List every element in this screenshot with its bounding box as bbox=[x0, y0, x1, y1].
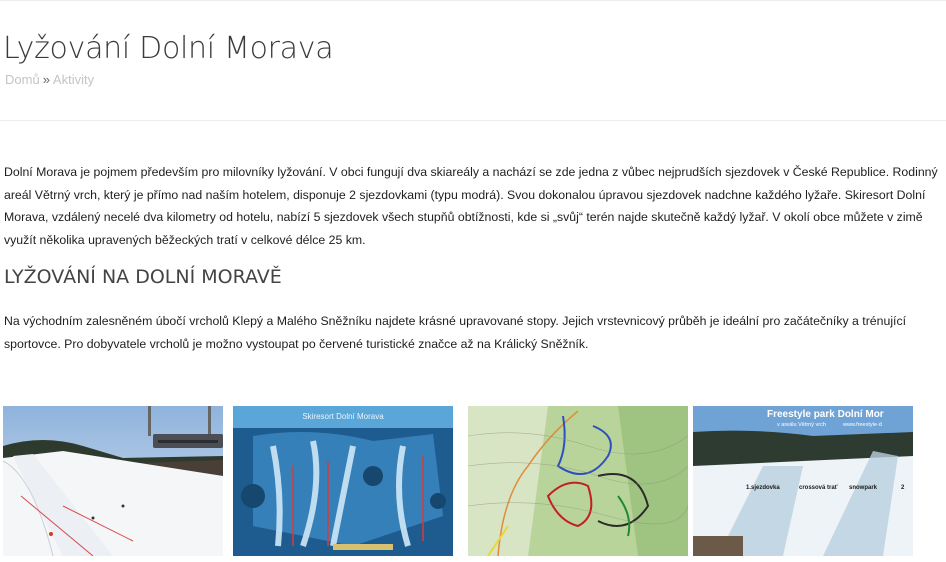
gallery-thumb-resort-map[interactable] bbox=[233, 406, 453, 556]
gallery-thumb-trail-map[interactable] bbox=[468, 406, 688, 556]
freestyle-park-image bbox=[693, 406, 913, 556]
freestyle-url: www.freestyle-d bbox=[843, 422, 882, 428]
breadcrumb bbox=[5, 72, 94, 87]
freestyle-title: Freestyle park Dolní Mor bbox=[767, 409, 884, 420]
freestyle-label-cross: crossová trať bbox=[799, 485, 838, 491]
trails-paragraph: Na východním zalesněném úbočí vrcholů Klepý a Malého Sněžníku najdete krásné upravované stopy. Jejich vrstevnicový průběh je ideální pro začátečníky a trénující sportovce. Pro dobyvatele vrcholů je možno vystoupat po červené turistické značce až na Králický Sněžník. bbox=[4, 314, 907, 351]
header-divider bbox=[0, 120, 946, 121]
photo-gallery bbox=[3, 406, 943, 562]
ski-slope-photo bbox=[3, 406, 223, 556]
freestyle-label-snowpark: snowpark bbox=[849, 485, 878, 491]
gallery-thumb-ski-slope[interactable] bbox=[3, 406, 223, 556]
breadcrumb-current-link[interactable]: Aktivity bbox=[52, 72, 95, 87]
section-heading: LYŽOVÁNÍ NA DOLNÍ MORAVĚ bbox=[4, 266, 282, 288]
breadcrumb-separator: » bbox=[42, 72, 50, 87]
page-title: Lyžování Dolní Morava bbox=[3, 31, 334, 66]
freestyle-subtitle: v areálu Větrný vrch bbox=[777, 422, 826, 428]
resort-map-title: Skiresort Dolní Morava bbox=[302, 412, 384, 421]
freestyle-label-slope: 1.sjezdovka bbox=[746, 485, 780, 491]
intro-paragraph: Dolní Morava je pojmem především pro milovníky lyžování. V obci fungují dva skiareály a nachází se zde jedna z vůbec nejprudších sjezdovek v České Republice. Rodinný areál Větrný vrch, který je přímo nad naším hotelem, disponuje 2 sjezdovkami (typu modrá). Svou dokonalou úpravou sjezdovek nadchne každého lyžaře. Skiresort Dolní Morava, vzdálený necelé dva kilometry od hotelu, nabízí 5 sjezdovek všech stupňů obtížnosti, kde si „svůj“ terén najde skutečně každý lyžař. V okolí obce můžete v zimě využít několika upravených běžeckých tratí v celkové délce 25 km. bbox=[4, 165, 938, 247]
resort-map-image bbox=[233, 406, 453, 556]
top-divider bbox=[0, 0, 946, 1]
breadcrumb-home-link[interactable]: Domů bbox=[5, 72, 40, 87]
freestyle-label-2: 2 bbox=[901, 485, 905, 491]
trail-map-image bbox=[468, 406, 688, 556]
gallery-thumb-freestyle-park[interactable] bbox=[693, 406, 913, 556]
